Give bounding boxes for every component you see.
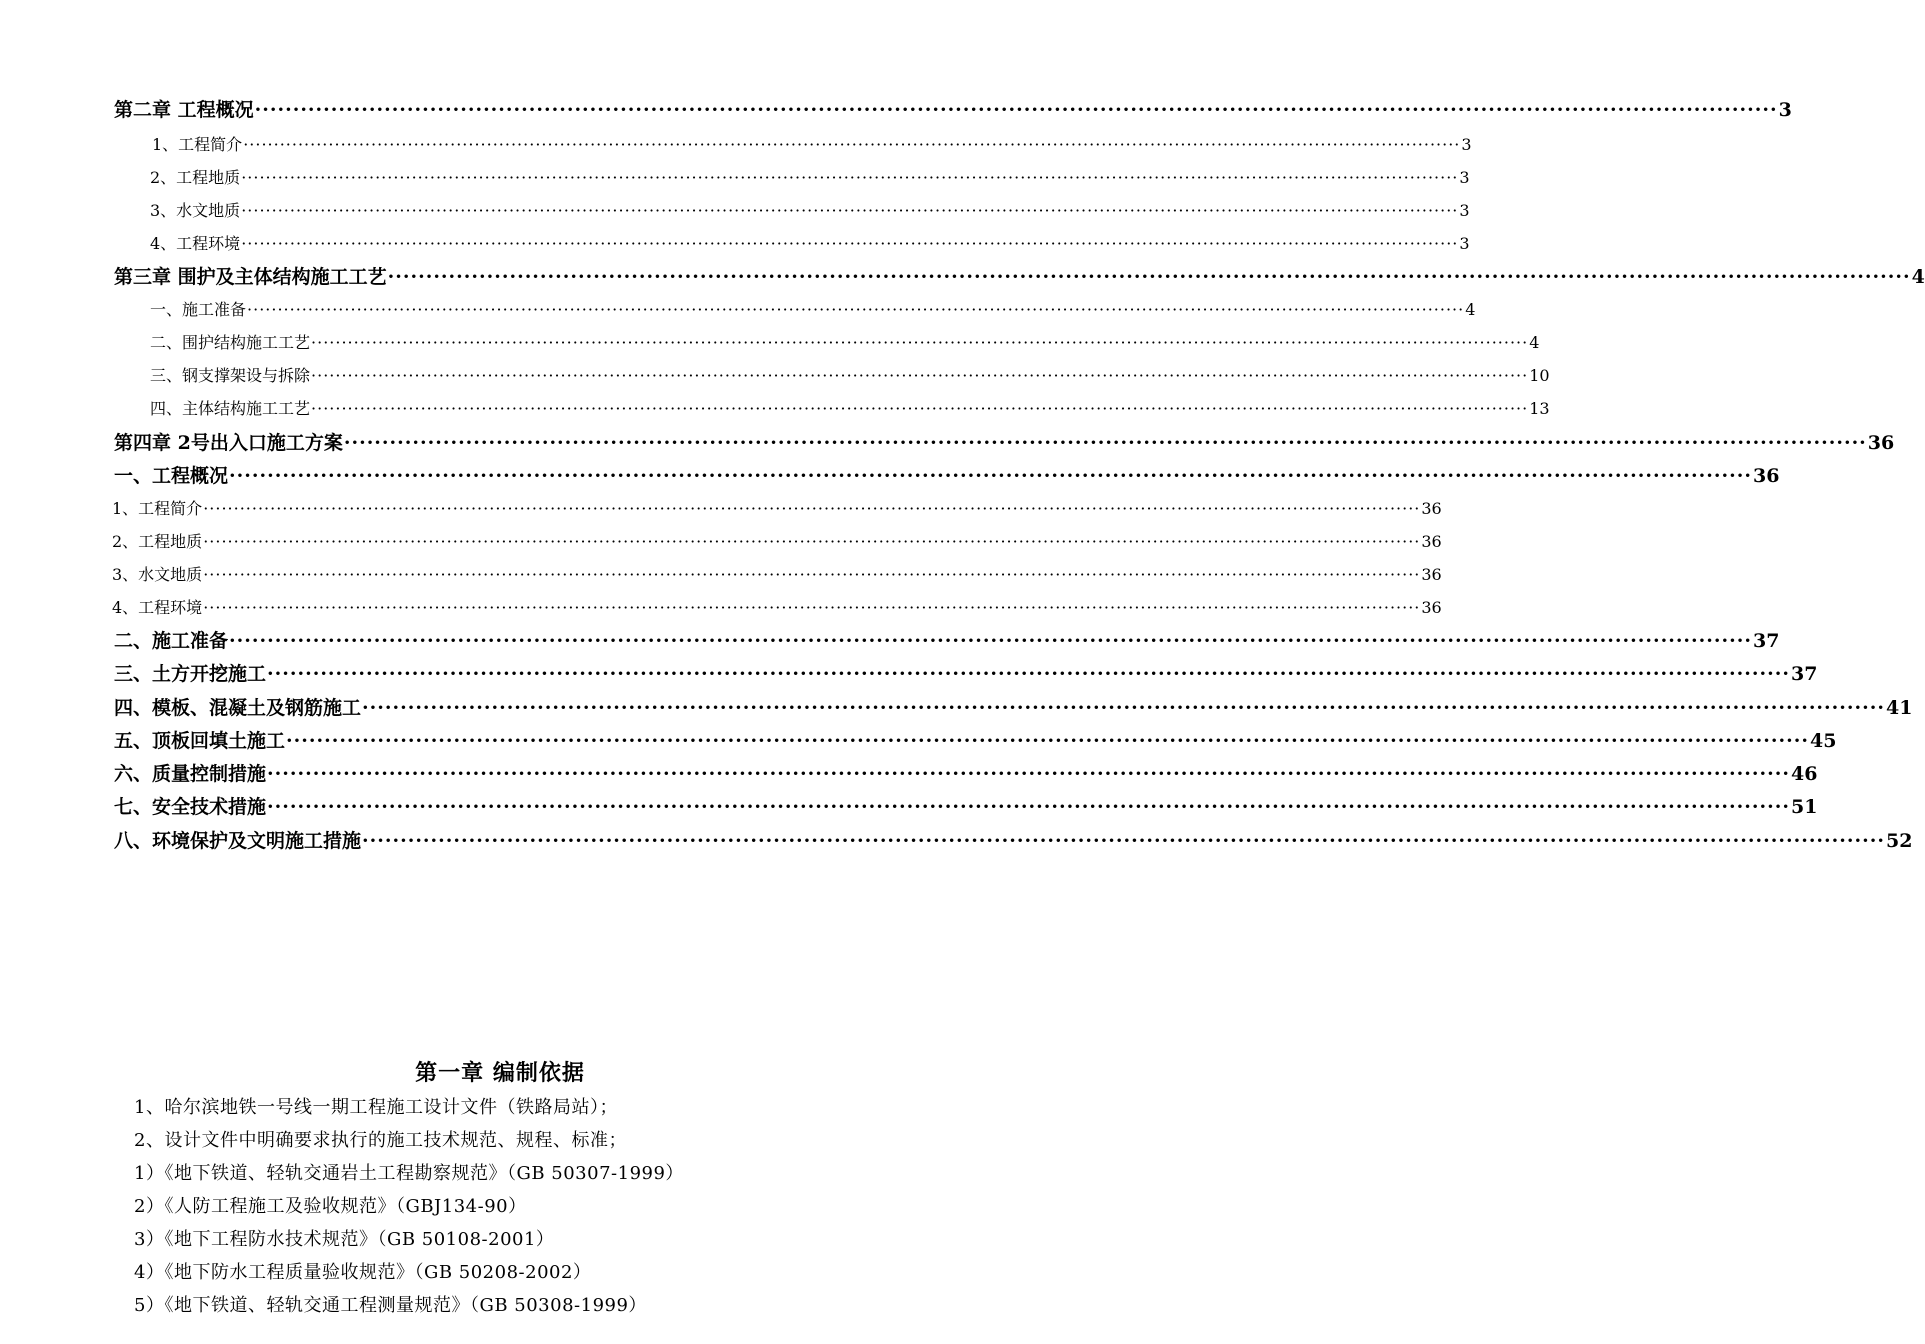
- toc-entry-page: 51: [1790, 796, 1818, 818]
- toc-entry[interactable]: [150, 163, 1470, 193]
- toc-leader-dots: ········································································································································································································: [243, 135, 1461, 154]
- toc-entry[interactable]: [152, 130, 1472, 160]
- toc-entry[interactable]: [150, 295, 1476, 325]
- paragraph: 2、设计文件中明确要求执行的施工技术规范、规程、标准；: [134, 1130, 627, 1151]
- toc-entry-label: 四、主体结构施工工艺: [150, 399, 311, 418]
- toc-leader-dots: ········································································································································································································: [311, 366, 1529, 385]
- toc-leader-dots: ········································································································································································································: [229, 465, 1752, 487]
- toc-entry-label: 一、工程概况: [114, 465, 229, 487]
- toc-entry-page: 52: [1885, 830, 1913, 852]
- toc-entry-page: 36: [1752, 465, 1780, 487]
- toc-entry-label: 2、工程地质: [112, 532, 203, 551]
- toc-leader-dots: ········································································································································································································: [267, 796, 1790, 818]
- toc-entry[interactable]: [150, 196, 1470, 226]
- toc-entry-page: 36: [1421, 532, 1442, 551]
- toc-entry-label: 八、环境保护及文明施工措施: [114, 830, 362, 852]
- toc-leader-dots: ········································································································································································································: [247, 300, 1465, 319]
- toc-entry-label: 第二章 工程概况: [114, 99, 254, 121]
- toc-entry-page: 3: [1778, 99, 1792, 121]
- toc-entry[interactable]: [114, 262, 1925, 292]
- toc-entry[interactable]: [114, 759, 1818, 789]
- toc-leader-dots: ········································································································································································································: [203, 598, 1421, 617]
- toc-leader-dots: ········································································································································································································: [203, 532, 1421, 551]
- paragraph: 1）《地下铁道、轻轨交通岩土工程勘察规范》（GB 50307-1999）: [134, 1163, 684, 1184]
- toc-entry[interactable]: [114, 826, 1913, 856]
- toc-leader-dots: ········································································································································································································: [362, 697, 1885, 719]
- toc-entry[interactable]: [114, 693, 1913, 723]
- toc-entry-label: 六、质量控制措施: [114, 763, 267, 785]
- toc-entry[interactable]: [114, 726, 1837, 756]
- toc-entry-page: 45: [1809, 730, 1837, 752]
- toc-entry-page: 37: [1790, 663, 1818, 685]
- toc-entry-page: 10: [1529, 366, 1550, 385]
- toc-entry-page: 3: [1459, 201, 1470, 220]
- toc-entry[interactable]: [112, 593, 1442, 623]
- toc-entry[interactable]: [112, 494, 1442, 524]
- toc-leader-dots: ········································································································································································································: [311, 399, 1529, 418]
- toc-entry-page: 36: [1421, 499, 1442, 518]
- toc-entry-page: 4: [1529, 333, 1540, 352]
- toc-entry[interactable]: [114, 659, 1818, 689]
- toc-entry-page: 41: [1885, 697, 1913, 719]
- toc-entry-label: 3、水文地质: [112, 565, 203, 584]
- toc-leader-dots: ········································································································································································································: [229, 630, 1752, 652]
- toc-entry[interactable]: [150, 361, 1550, 391]
- toc-entry-page: 3: [1459, 168, 1470, 187]
- toc-entry-page: 4: [1911, 266, 1925, 288]
- toc-entry-label: 4、工程环境: [112, 598, 203, 617]
- toc-leader-dots: ········································································································································································································: [286, 730, 1809, 752]
- toc-entry-label: 二、围护结构施工工艺: [150, 333, 311, 352]
- toc-entry[interactable]: [114, 95, 1792, 125]
- toc-entry-page: 13: [1529, 399, 1550, 418]
- toc-entry-label: 1、工程简介: [152, 135, 243, 154]
- toc-entry-label: 二、施工准备: [114, 630, 229, 652]
- toc-entry-label: 一、施工准备: [150, 300, 247, 319]
- toc-leader-dots: ········································································································································································································: [343, 432, 1867, 454]
- toc-entry[interactable]: [112, 560, 1442, 590]
- toc-entry-label: 七、安全技术措施: [114, 796, 267, 818]
- toc-entry-label: 3、水文地质: [150, 201, 241, 220]
- toc-entry[interactable]: [150, 229, 1470, 259]
- toc-entry-label: 五、顶板回填土施工: [114, 730, 286, 752]
- toc-entry[interactable]: [114, 626, 1780, 656]
- toc-entry[interactable]: [114, 428, 1895, 458]
- toc-entry-label: 1、工程简介: [112, 499, 203, 518]
- toc-entry-page: 36: [1867, 432, 1895, 454]
- toc-entry[interactable]: [112, 527, 1442, 557]
- toc-entry-label: 4、工程环境: [150, 234, 241, 253]
- toc-leader-dots: ········································································································································································································: [267, 763, 1790, 785]
- toc-entry-page: 36: [1421, 598, 1442, 617]
- toc-leader-dots: ········································································································································································································: [241, 168, 1459, 187]
- toc-entry-page: 3: [1459, 234, 1470, 253]
- toc-leader-dots: ········································································································································································································: [362, 830, 1885, 852]
- paragraph: 4）《地下防水工程质量验收规范》（GB 50208-2002）: [134, 1262, 592, 1283]
- toc-leader-dots: ········································································································································································································: [203, 499, 1421, 518]
- paragraph: 3）《地下工程防水技术规范》（GB 50108-2001）: [134, 1229, 555, 1250]
- toc-leader-dots: ········································································································································································································: [267, 663, 1790, 685]
- toc-entry[interactable]: [150, 394, 1550, 424]
- paragraph: 1、哈尔滨地铁一号线一期工程施工设计文件（铁路局站）；: [134, 1097, 618, 1118]
- toc-entry-label: 第四章 2号出入口施工方案: [114, 432, 343, 454]
- toc-entry[interactable]: [150, 328, 1540, 358]
- toc-entry-page: 36: [1421, 565, 1442, 584]
- paragraph: 5）《地下铁道、轻轨交通工程测量规范》（GB 50308-1999）: [134, 1295, 647, 1316]
- toc-leader-dots: ········································································································································································································: [203, 565, 1421, 584]
- toc-entry-page: 37: [1752, 630, 1780, 652]
- toc-leader-dots: ········································································································································································································: [241, 234, 1459, 253]
- toc-leader-dots: ········································································································································································································: [311, 333, 1529, 352]
- toc-entry-label: 2、工程地质: [150, 168, 241, 187]
- toc-entry-label: 四、模板、混凝土及钢筋施工: [114, 697, 362, 719]
- toc-entry-label: 第三章 围护及主体结构施工工艺: [114, 266, 387, 288]
- toc-entry-page: 46: [1790, 763, 1818, 785]
- toc-leader-dots: ········································································································································································································: [387, 266, 1911, 288]
- toc-entry-label: 三、钢支撑架设与拆除: [150, 366, 311, 385]
- paragraph: 2）《人防工程施工及验收规范》（GBJ134-90）: [134, 1196, 527, 1217]
- toc-leader-dots: ········································································································································································································: [254, 99, 1778, 121]
- toc-entry-label: 三、土方开挖施工: [114, 663, 267, 685]
- chapter-title: 第一章 编制依据: [415, 1060, 585, 1086]
- toc-entry-page: 3: [1461, 135, 1472, 154]
- toc-entry[interactable]: [114, 461, 1780, 491]
- toc-entry-page: 4: [1465, 300, 1476, 319]
- toc-leader-dots: ········································································································································································································: [241, 201, 1459, 220]
- toc-entry[interactable]: [114, 792, 1818, 822]
